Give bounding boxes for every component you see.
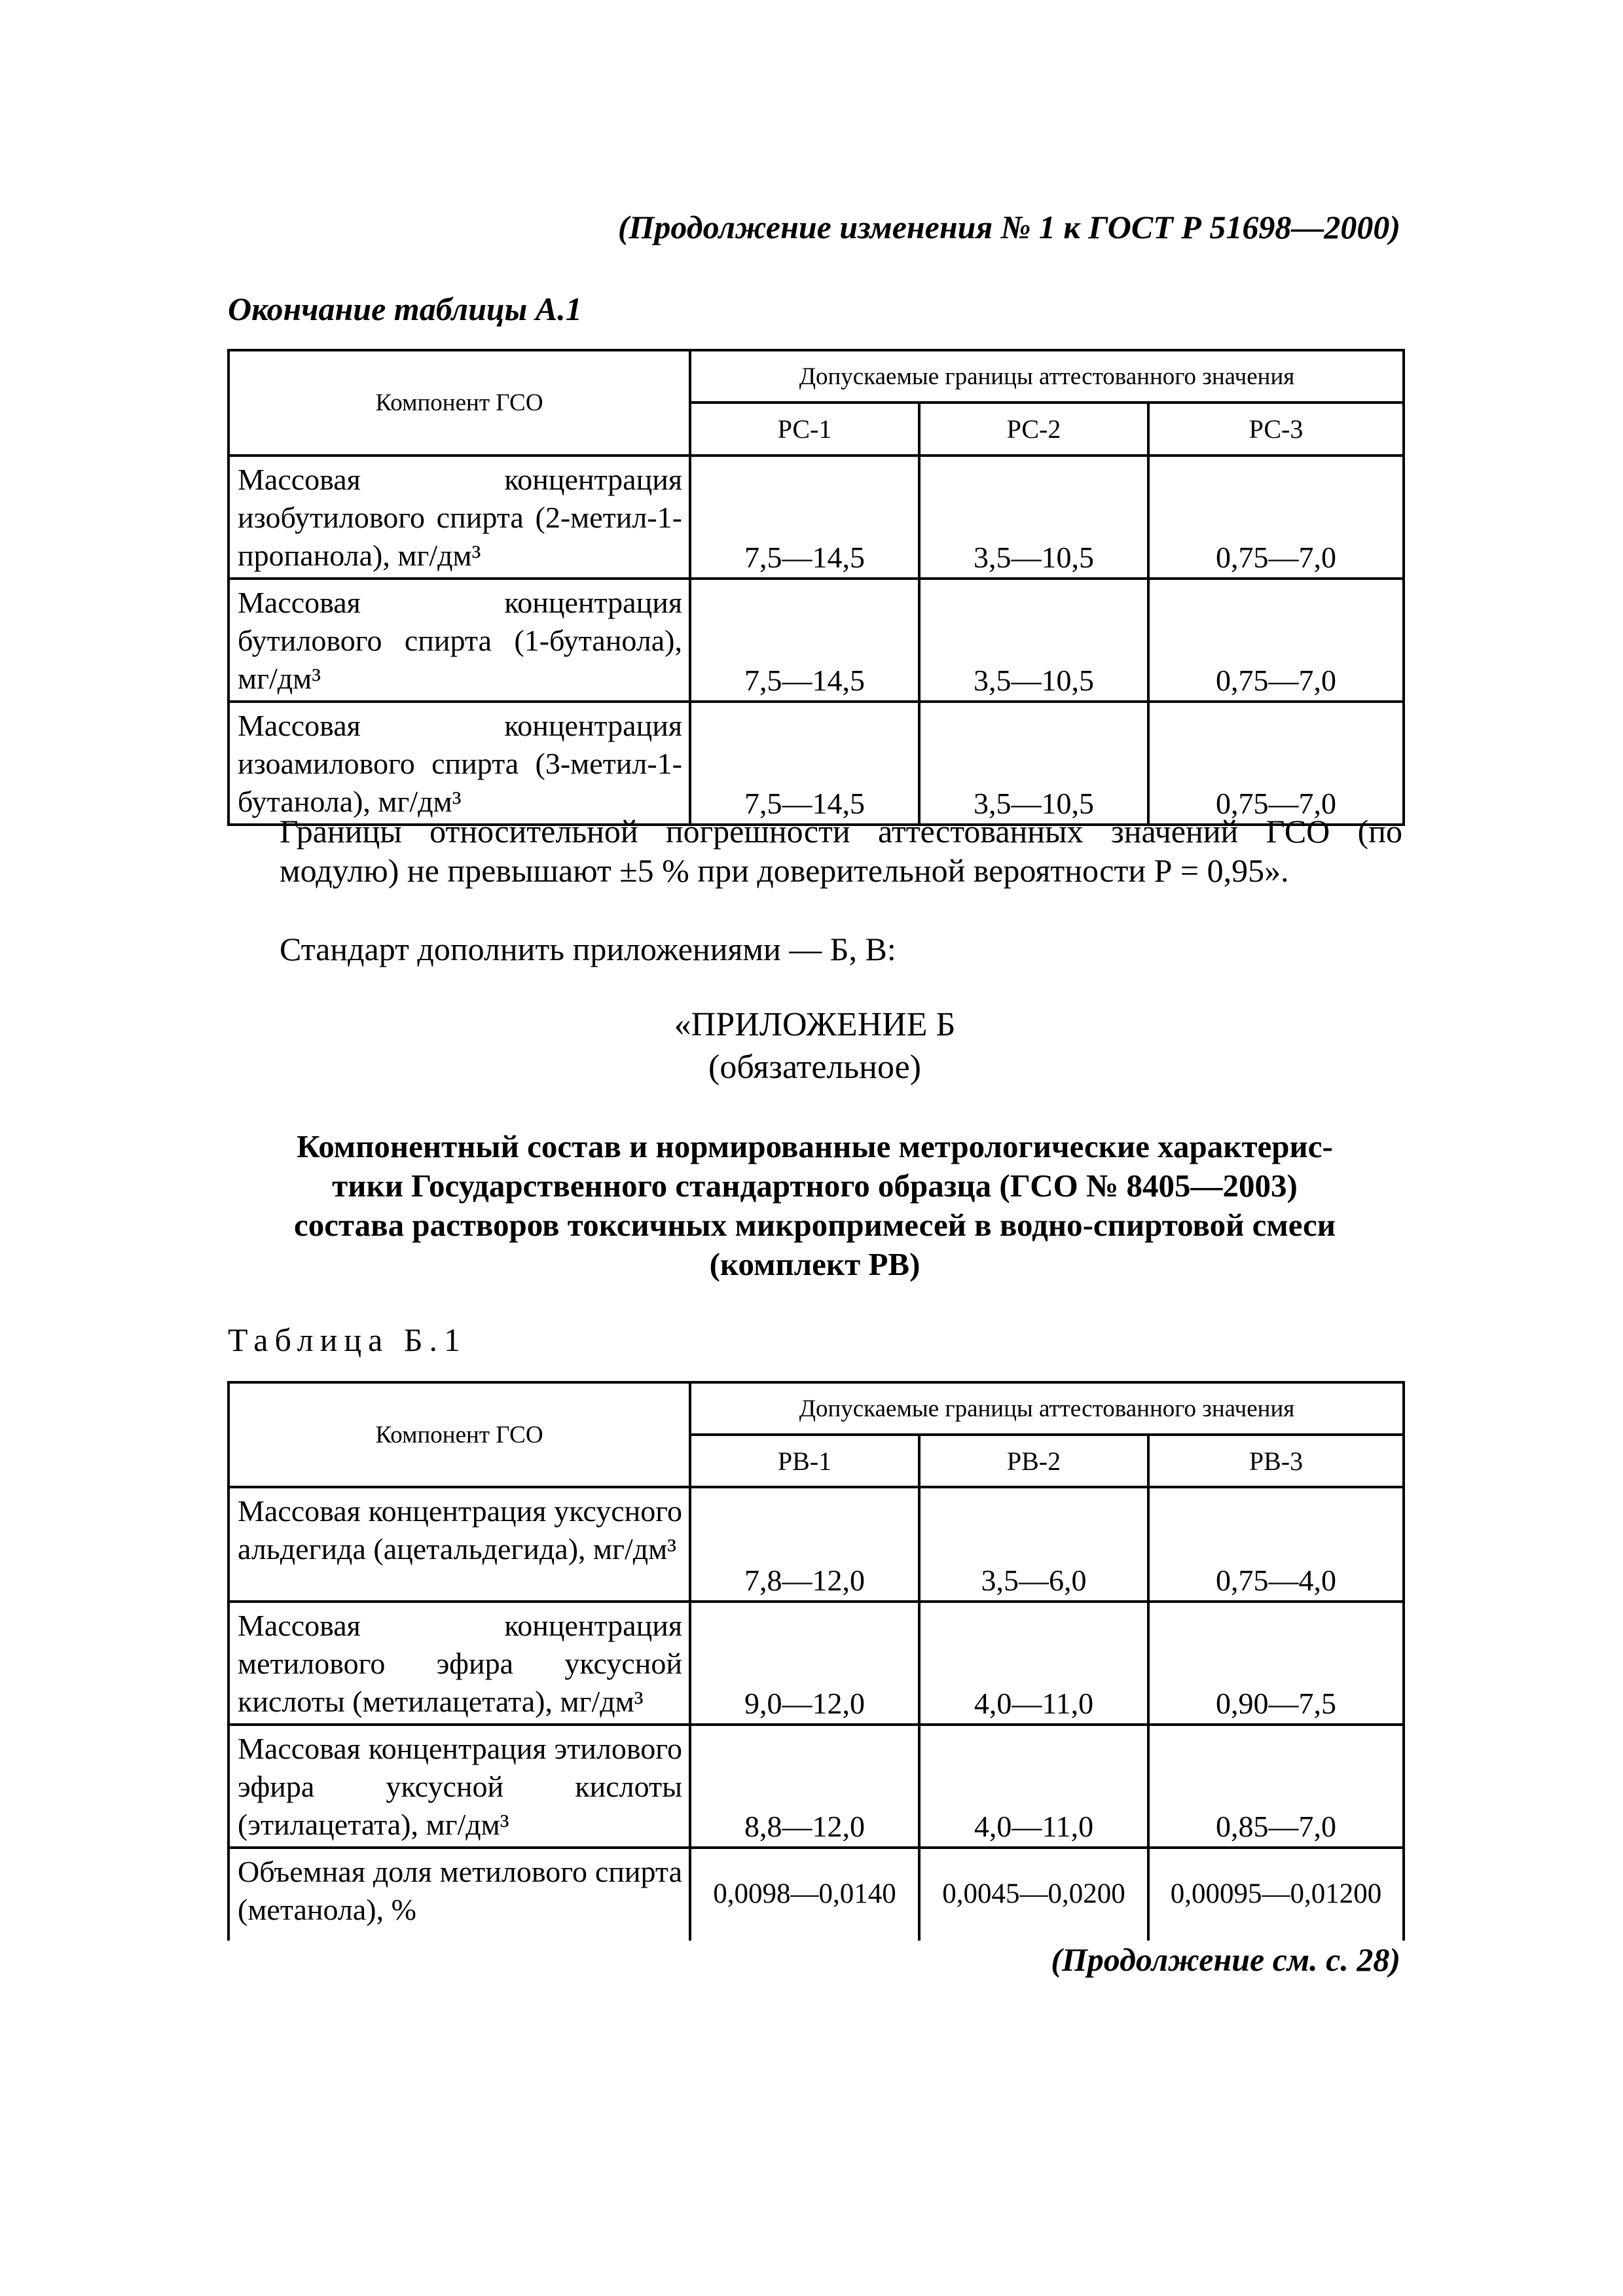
value-cell: 4,0—11,0 <box>919 1725 1148 1848</box>
continuation-footer: (Продолжение см. с. 28) <box>1051 1941 1400 1978</box>
appendix-heading-line: (комплект РВ) <box>709 1246 921 1282</box>
col-component-header: Компонент ГСО <box>228 350 690 456</box>
col-header: РС-2 <box>919 403 1148 456</box>
value-cell: 7,5—14,5 <box>690 702 919 825</box>
value-cell: 8,8—12,0 <box>690 1725 919 1848</box>
value-cell: 3,5—10,5 <box>919 702 1148 825</box>
value-cell: 0,75—7,0 <box>1148 579 1404 702</box>
component-cell: Массовая концентрация этилового эфира уксусной кислоты (этилацетата), мг/дм³ <box>228 1725 690 1848</box>
value-cell: 0,75—4,0 <box>1148 1487 1404 1602</box>
appendix-heading-line: тики Государственного стандартного образца (ГСО № 8405—2003) <box>332 1168 1298 1204</box>
value-cell: 7,5—14,5 <box>690 579 919 702</box>
value-cell: 0,75—7,0 <box>1148 456 1404 579</box>
table-row <box>228 456 1404 579</box>
component-cell: Массовая концентрация изоамилового спирта (3-метил-1-бутанола), мг/дм³ <box>228 702 690 825</box>
col-group-header: Допускаемые границы аттестованного значения <box>690 1382 1404 1435</box>
component-cell: Массовая концентрация метилового эфира уксусной кислоты (метилацетата), мг/дм³ <box>228 1602 690 1725</box>
value-cell: 3,5—6,0 <box>919 1487 1148 1602</box>
paragraph-accuracy-text: Границы относительной погрешности аттестованных значений ГСО (по модулю) не превышают ±5 % при доверительной вероятности Р = 0,95». <box>280 813 1402 889</box>
value-cell: 7,5—14,5 <box>690 456 919 579</box>
value-cell: 0,90—7,5 <box>1148 1602 1404 1725</box>
col-group-header: Допускаемые границы аттестованного значения <box>690 350 1404 403</box>
value-cell: 4,0—11,0 <box>919 1602 1148 1725</box>
table-a1 <box>227 349 1405 826</box>
value-cell: 3,5—10,5 <box>919 456 1148 579</box>
table-row <box>228 1602 1404 1725</box>
col-header: РВ-3 <box>1148 1435 1404 1487</box>
col-header: РВ-1 <box>690 1435 919 1487</box>
value-cell: 0,0098—0,0140 <box>690 1848 919 1941</box>
appendix-heading-line: состава растворов токсичных микропримесей в водно-спиртовой смеси <box>293 1207 1336 1243</box>
component-cell: Объемная доля метилового спирта (метанола), % <box>228 1848 690 1941</box>
table-row <box>228 702 1404 825</box>
table-row <box>228 1848 1404 1941</box>
table-row <box>228 579 1404 702</box>
paragraph-add-appendices <box>227 929 1402 969</box>
component-cell: Массовая концентрация бутилового спирта (1-бутанола), мг/дм³ <box>228 579 690 702</box>
col-header: РС-3 <box>1148 403 1404 456</box>
value-cell: 7,8—12,0 <box>690 1487 919 1602</box>
table-a1-caption: Окончание таблицы А.1 <box>228 291 582 327</box>
appendix-subtitle: (обязательное) <box>708 1049 921 1086</box>
value-cell: 3,5—10,5 <box>919 579 1148 702</box>
table-row <box>228 1487 1404 1602</box>
appendix-title: «ПРИЛОЖЕНИЕ Б <box>674 1006 956 1043</box>
table-b1 <box>227 1381 1405 1941</box>
value-cell: 9,0—12,0 <box>690 1602 919 1725</box>
paragraph-add-appendices-text: Стандарт дополнить приложениями — Б, В: <box>280 931 896 967</box>
value-cell: 0,75—7,0 <box>1148 702 1404 825</box>
appendix-heading-line: Компонентный состав и нормированные метрологические характерис- <box>297 1128 1333 1164</box>
appendix-heading <box>227 1127 1402 1284</box>
value-cell: 0,00095—0,01200 <box>1148 1848 1404 1941</box>
continuation-header: (Продолжение изменения № 1 к ГОСТ Р 51698—2000) <box>617 209 1400 245</box>
paragraph-accuracy <box>227 812 1402 890</box>
col-header: РВ-2 <box>919 1435 1148 1487</box>
col-component-header: Компонент ГСО <box>228 1382 690 1487</box>
component-cell: Массовая концентрация изобутилового спирта (2-метил-1-пропанола), мг/дм³ <box>228 456 690 579</box>
table-b1-caption: Таблица Б.1 <box>228 1321 467 1358</box>
col-header: РС-1 <box>690 403 919 456</box>
component-cell: Массовая концентрация уксусного альдегида (ацетальдегида), мг/дм³ <box>228 1487 690 1602</box>
value-cell: 0,0045—0,0200 <box>919 1848 1148 1941</box>
value-cell: 0,85—7,0 <box>1148 1725 1404 1848</box>
table-row <box>228 1725 1404 1848</box>
